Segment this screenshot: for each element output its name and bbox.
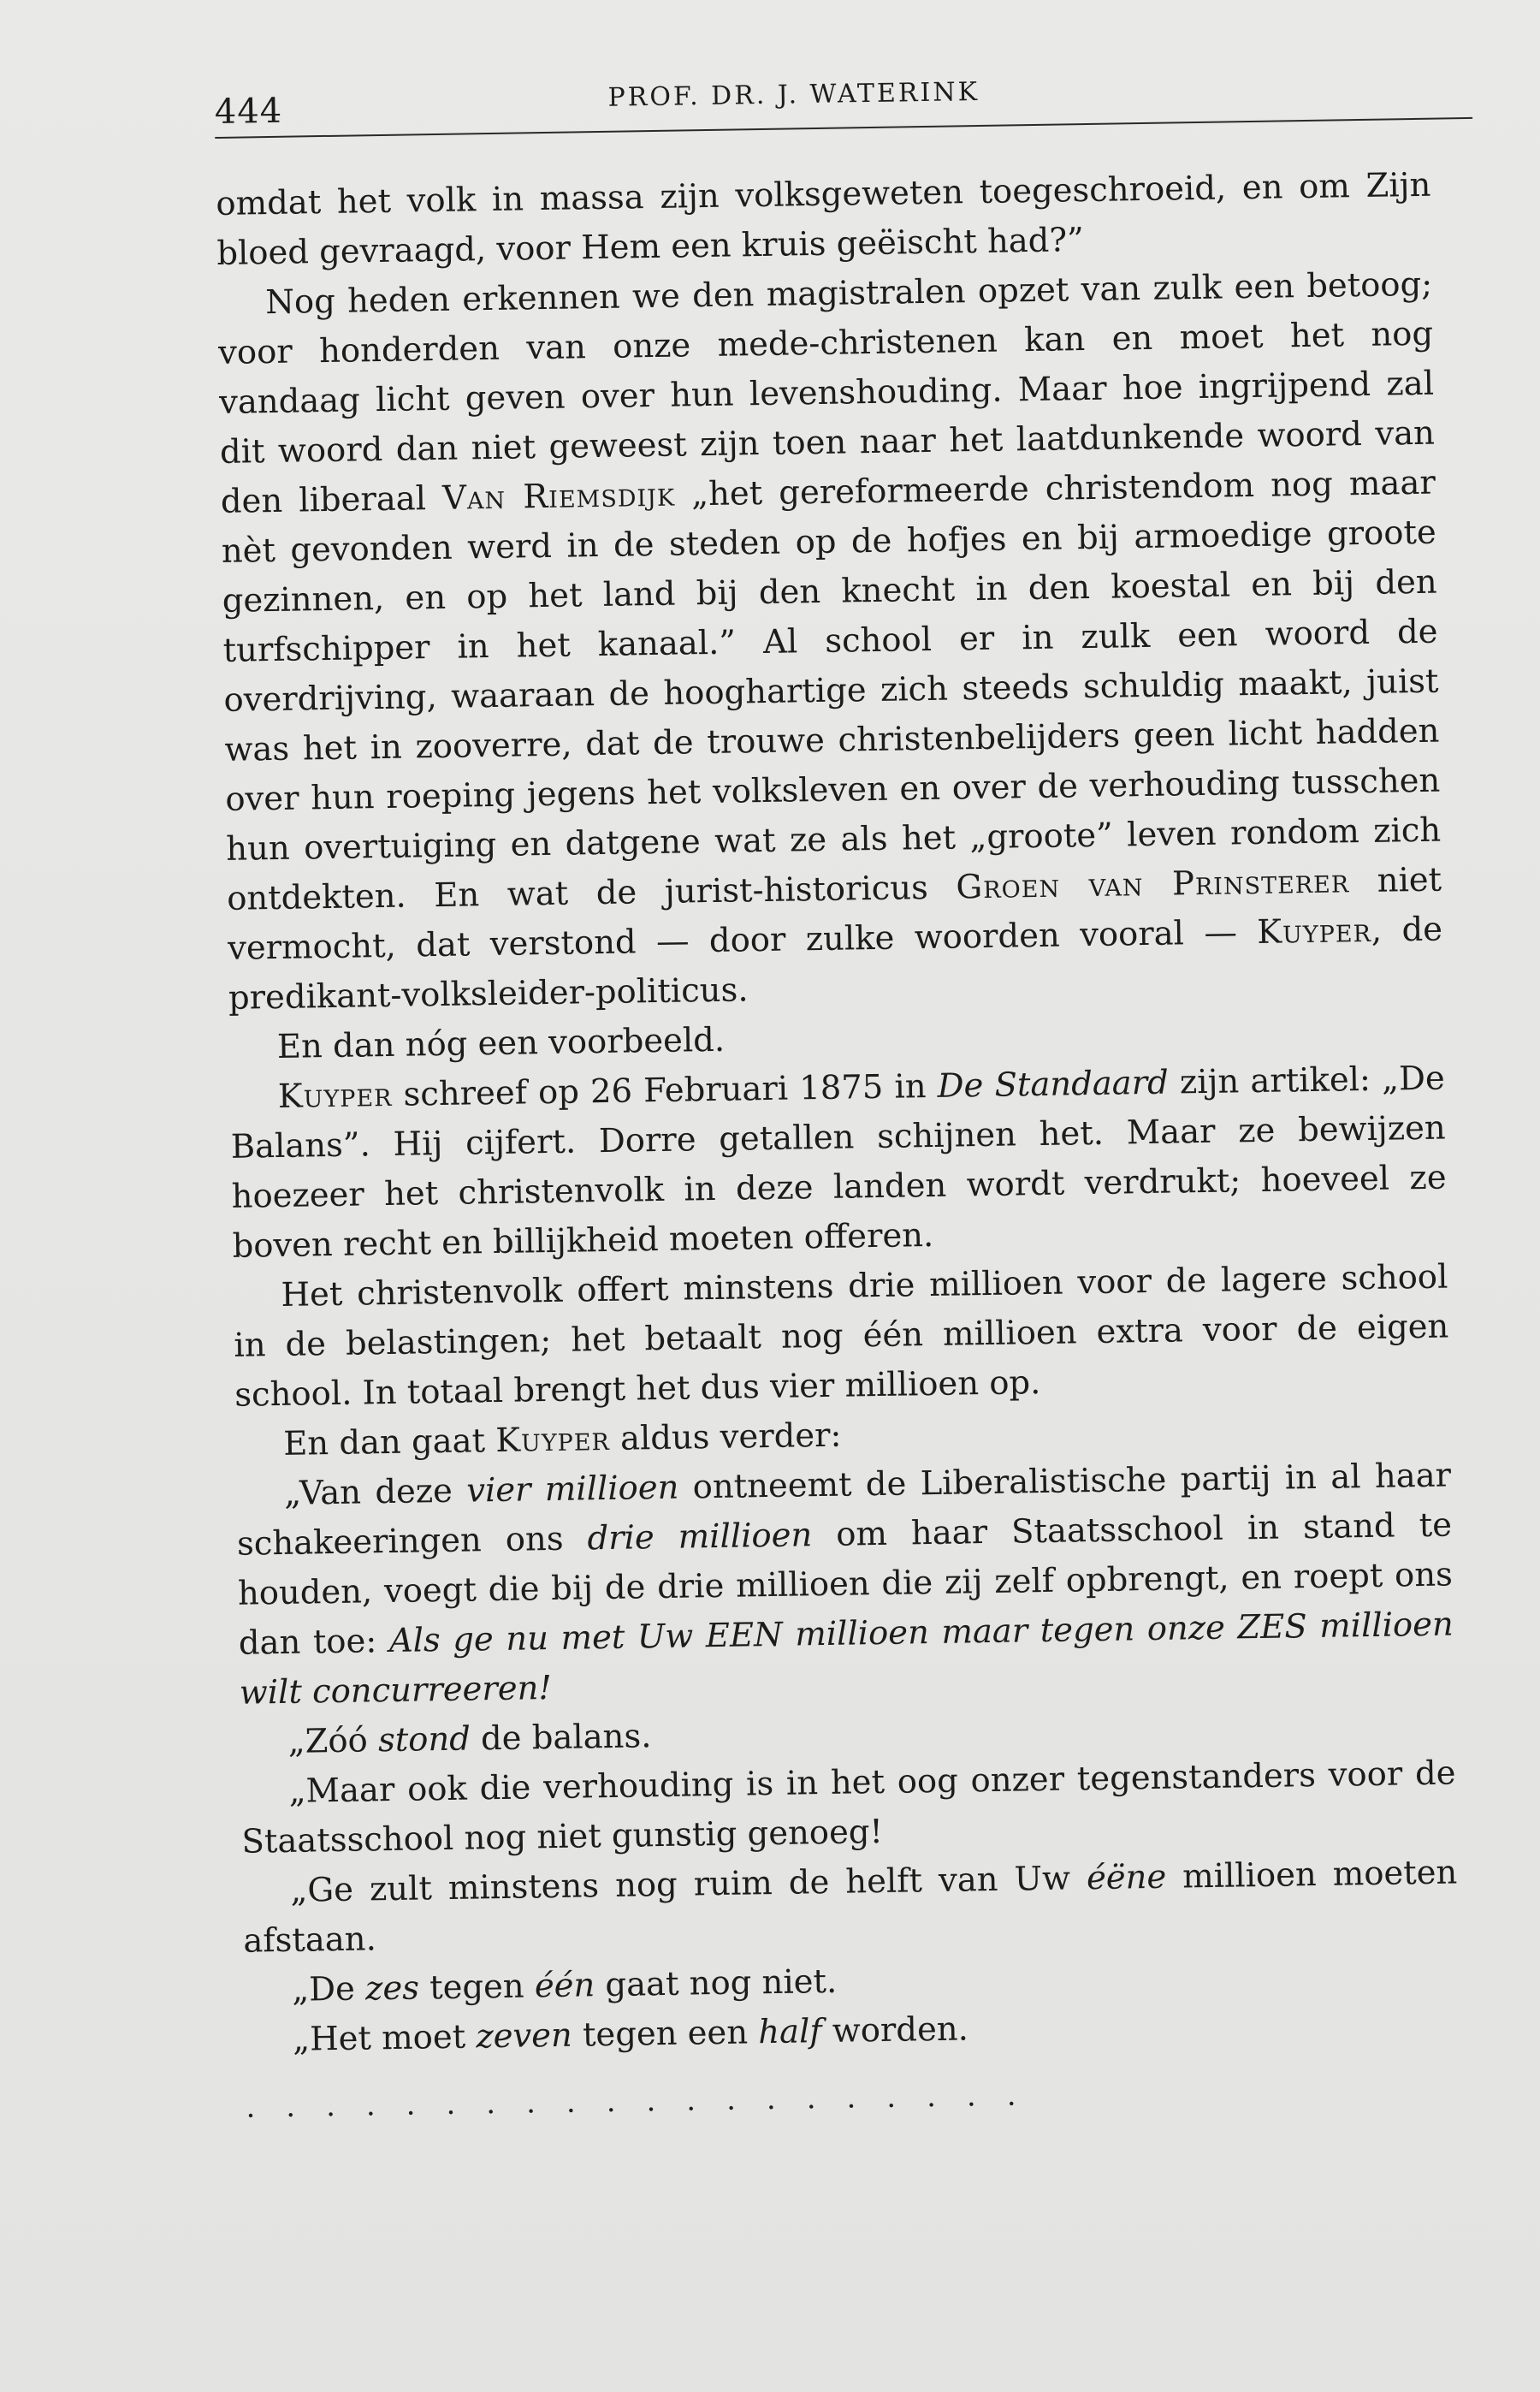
omission-dots: .................... xyxy=(246,2078,1047,2125)
paragraph-8: „Zóó stond de balans. xyxy=(287,1717,652,1761)
author-name-groen-van-prinsterer: Groen van Prinsterer xyxy=(956,862,1350,907)
book-page xyxy=(214,50,1461,2133)
body-text xyxy=(216,161,1461,2133)
author-name-kuyper: Kuyper xyxy=(1256,911,1372,952)
publication-title: De Standaard xyxy=(937,1063,1170,1106)
header-rule xyxy=(215,117,1472,139)
paragraph-7: „Van deze vier millioen ontneemt de Liberalistische partij in al haar schakeeringen ons drie millioen om haar Staatsschool in stand te houden, voegt die bij de drie millioen die zij zelf opbrengt, en roept ons dan toe: Als ge nu met Uw EEN millioen maar tegen onze ZES millioen wilt concurreeren! xyxy=(236,1456,1454,1712)
paragraph-12: „Het moet zeven tegen een half worden. xyxy=(292,2009,969,2059)
emphasis: één xyxy=(534,1966,595,2006)
paragraph-9: „Maar ook die verhouding is in het oog onzer tegenstanders voor de Staatsschool nog niet gunstig genoeg! xyxy=(241,1754,1456,1861)
paragraph-5: Het christenvolk offert minstens drie millioen voor de lagere school in de belastingen; het betaalt nog één millioen extra voor de eigen school. In totaal brengt het dus vier millioen op. xyxy=(234,1257,1449,1415)
running-head xyxy=(214,50,1430,145)
paragraph-6: En dan gaat Kuyper aldus verder: xyxy=(282,1416,842,1463)
paragraph-10: „Ge zult minstens nog ruim de helft van Uw éëne millioen moeten afstaan. xyxy=(243,1853,1458,1961)
emphasis: vier millioen xyxy=(465,1468,679,1511)
emphasis: half xyxy=(757,2012,822,2052)
emphasis: Als ge nu met Uw EEN millioen maar tegen onze ZES millioen wilt concurreeren! xyxy=(239,1605,1454,1712)
page-number: 444 xyxy=(214,91,283,132)
author-name-van-riemsdijk: Van Riemsdijk xyxy=(441,475,676,518)
emphasis: zes xyxy=(364,1968,420,2009)
paragraph-4: Kuyper schreef op 26 Februari 1875 in De Standaard zijn artikel: „De Balans”. Hij cijfert. Dorre getallen schijnen het. Maar ze bewijzen hoezeer het christenvolk in deze landen wordt verdrukt; hoeveel ze boven recht en billijkheid moeten offeren. xyxy=(230,1059,1447,1266)
emphasis: stond xyxy=(377,1719,471,1760)
paragraph-11: „De zes tegen één gaat nog niet. xyxy=(291,1962,838,2009)
running-title: PROF. DR. J. WATERINK xyxy=(607,76,980,113)
emphasis: zeven xyxy=(476,2015,573,2057)
paragraph-2: Nog heden erkennen we den magistralen opzet van zulk een betoog; voor honderden van onze mede-christenen kan en moet het nog vandaag licht geven over hun levenshouding. Maar hoe ingrijpend zal dit woord dan niet geweest zijn toen naar het laatdunkende woord van den liberaal Van Riemsdijk „het gereformeerde christendom nog maar nèt gevonden werd in de steden op de hofjes en bij armoedige groote gezinnen, en op het land bij den knecht in den koestal en bij den turfschipper in het kanaal.” Al school er in zulk een woord de overdrijving, waaraan de hooghartige zich steeds schuldig maakt, juist was het in zooverre, dat de trouwe christenbelijders geen licht hadden over hun roeping jegens het volksleven en over de verhouding tusschen hun overtuiging en datgene wat ze als het „groote” leven rondom zich ontdekten. En wat de jurist-historicus Groen van Prinsterer niet vermocht, dat verstond — door zulke woorden vooral — Kuyper, de predikant-volksleider-politicus. xyxy=(217,264,1443,1018)
paragraph-1: omdat het volk in massa zijn volksgeweten toegeschroeid, en om Zijn bloed gevraagd, voor Hem een kruis geëischt had?” xyxy=(216,165,1431,273)
author-name-kuyper: Kuyper xyxy=(277,1075,393,1116)
paragraph-3: En dan nóg een voorbeeld. xyxy=(276,1020,726,1066)
emphasis: drie millioen xyxy=(587,1516,813,1558)
author-name-kuyper: Kuyper xyxy=(495,1419,611,1461)
emphasis: éëne xyxy=(1086,1857,1167,1898)
